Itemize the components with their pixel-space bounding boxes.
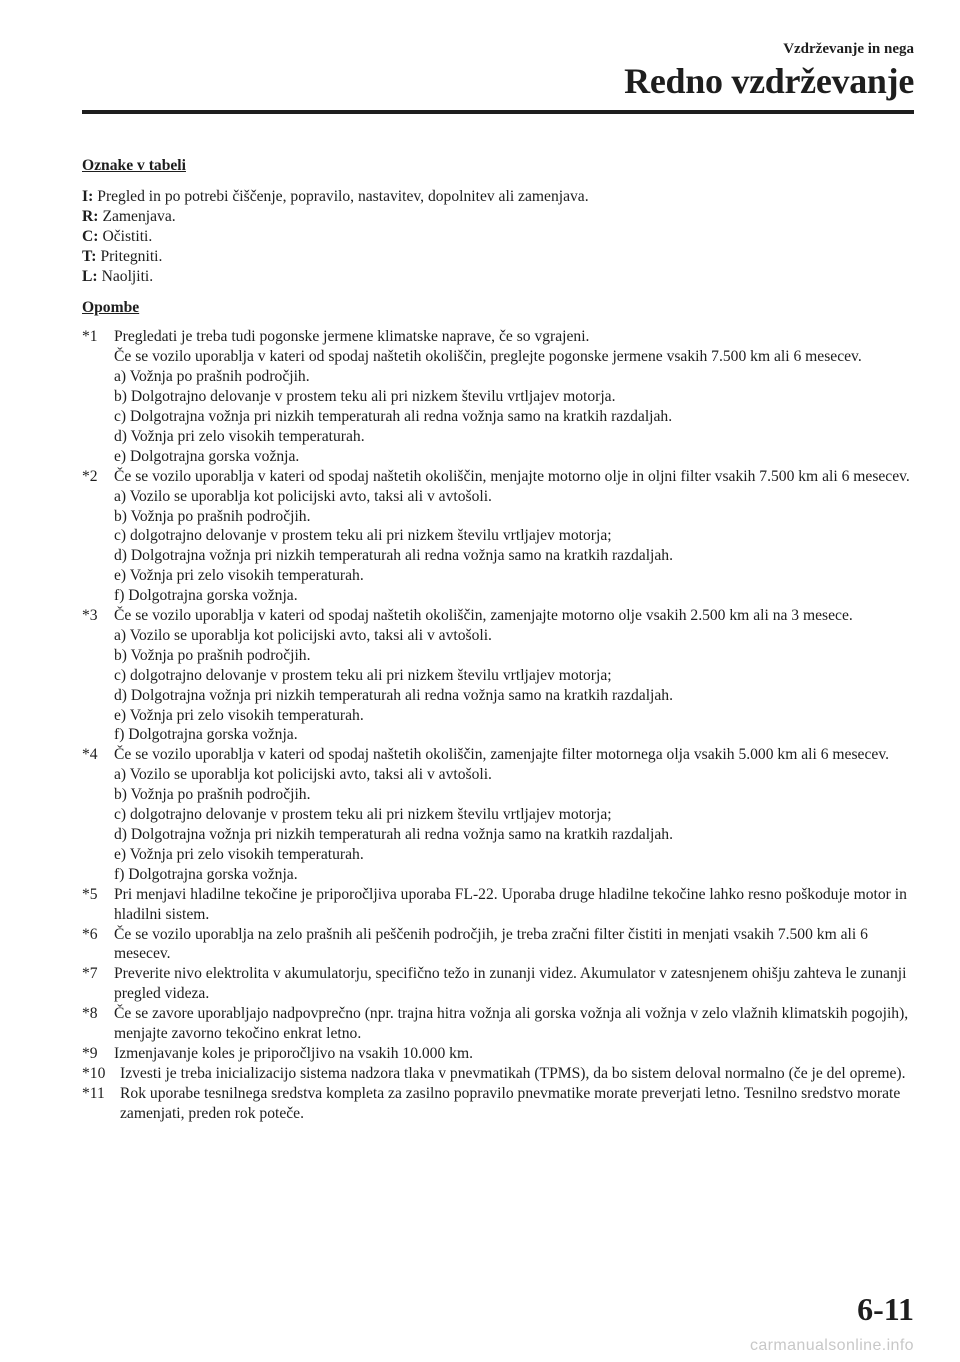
footnote-marker: *7 bbox=[82, 965, 98, 983]
footnote-sub-item: e) Vožnja pri zelo visokih temperaturah. bbox=[114, 706, 364, 724]
footnote-text: Če se zavore uporabljajo nadpovprečno (npr. trajna hitra vožnja ali gorska vožnja ali vožnja v zelo vlažnih klimatskih pogojih), menjajte zavorno tekočino enkrat letno. bbox=[114, 1005, 909, 1043]
footnote-sub-item: d) Dolgotrajna vožnja pri nizkih temperaturah ali redna vožnja samo na kratkih razdaljah. bbox=[114, 547, 673, 565]
legend-text: Pritegniti. bbox=[100, 247, 163, 265]
legend-text: Zamenjava. bbox=[102, 207, 176, 225]
page-content bbox=[82, 156, 914, 1124]
legend-item bbox=[82, 207, 914, 227]
footnote-text: Pri menjavi hladilne tekočine je priporočljiva uporaba FL-22. Uporaba druge hladilne tekočine lahko resno poškoduje motor in hladilni sistem. bbox=[114, 885, 907, 923]
footnote bbox=[82, 1064, 914, 1084]
footnote-marker: *2 bbox=[82, 467, 98, 485]
legend-code: T: bbox=[82, 247, 97, 265]
legend-text: Očistiti. bbox=[102, 227, 153, 245]
footnote-marker: *11 bbox=[82, 1084, 105, 1102]
footnote-sub-item: e) Vožnja pri zelo visokih temperaturah. bbox=[114, 845, 364, 863]
footnote-sub-item: c) dolgotrajno delovanje v prostem teku ali pri nizkem številu vrtljajev motorja; bbox=[114, 527, 612, 545]
legend-item bbox=[82, 267, 914, 287]
footnote-marker: *3 bbox=[82, 607, 98, 625]
legend-text: Naoljiti. bbox=[101, 267, 154, 285]
footnote-marker: *1 bbox=[82, 328, 98, 346]
footnote-sub-item: b) Vožnja po prašnih področjih. bbox=[114, 786, 311, 804]
footnote bbox=[82, 1044, 914, 1064]
page-number: 6-11 bbox=[857, 1291, 914, 1327]
footnote bbox=[82, 964, 914, 1004]
footnote-marker: *8 bbox=[82, 1005, 98, 1023]
notes-heading: Opombe bbox=[82, 299, 140, 317]
footnote-text: Izvesti je treba inicializacijo sistema nadzora tlaka v pnevmatikah (TPMS), da bo sistem deloval normalno (če je del opreme). bbox=[120, 1064, 906, 1082]
footnote-sub-item: a) Vožnja po prašnih področjih. bbox=[114, 368, 310, 386]
footnote-sub-item: b) Dolgotrajno delovanje v prostem teku ali pri nizkem številu vrtljajev motorja. bbox=[114, 388, 616, 406]
legend-heading: Oznake v tabeli bbox=[82, 157, 186, 174]
watermark: carmanualsonline.info bbox=[749, 1337, 914, 1354]
legend-text: Pregled in po potrebi čiščenje, popravilo, nastavitev, dopolnitev ali zamenjava. bbox=[97, 187, 589, 205]
footnote-sub-item: f) Dolgotrajna gorska vožnja. bbox=[114, 726, 298, 744]
footnote-sub-item: b) Vožnja po prašnih področjih. bbox=[114, 646, 311, 664]
footnote-sub-item: f) Dolgotrajna gorska vožnja. bbox=[114, 587, 298, 605]
footnote bbox=[82, 606, 914, 745]
footnote-sub-item: d) Dolgotrajna vožnja pri nizkih temperaturah ali redna vožnja samo na kratkih razdaljah. bbox=[114, 686, 673, 704]
footnote-sub-item: d) Dolgotrajna vožnja pri nizkih temperaturah ali redna vožnja samo na kratkih razdaljah. bbox=[114, 826, 673, 843]
legend-code: R: bbox=[82, 207, 99, 225]
footnote-marker: *5 bbox=[82, 885, 98, 903]
footnote-text: Preverite nivo elektrolita v akumulatorju, specifično težo in zunanji videz. Akumulator v zatesnjenem ohišju zahteva le zunanji pregled videza. bbox=[114, 965, 907, 1003]
footnote bbox=[82, 327, 914, 466]
footnote bbox=[82, 1004, 914, 1044]
legend-list bbox=[82, 187, 914, 287]
footnote-marker: *10 bbox=[82, 1064, 106, 1082]
footnote-sub-item: c) dolgotrajno delovanje v prostem teku ali pri nizkem številu vrtljajev motorja; bbox=[114, 806, 612, 824]
header-divider bbox=[82, 110, 914, 114]
footnote-sub-item: f) Dolgotrajna gorska vožnja. bbox=[114, 865, 298, 883]
footnote-sub-item: e) Vožnja pri zelo visokih temperaturah. bbox=[114, 567, 364, 585]
footnote-marker: *4 bbox=[82, 746, 98, 764]
footnote bbox=[82, 925, 914, 965]
footnote-text: Rok uporabe tesnilnega sredstva kompleta za zasilno popravilo pnevmatike morate preverjati letno. Tesnilno sredstvo morate zamenjati, preden rok poteče. bbox=[120, 1084, 901, 1122]
legend-code: L: bbox=[82, 267, 98, 285]
footnote-sub-item: a) Vozilo se uporablja kot policijski avto, taksi ali v avtošoli. bbox=[114, 766, 492, 784]
footnote-text: Pregledati je treba tudi pogonske jermene klimatske naprave, če so vgrajeni. bbox=[114, 328, 590, 346]
footnote-text: Če se vozilo uporablja v kateri od spodaj naštetih okoliščin, preglejte pogonske jermene vsakih 7.500 km ali 6 mesecev. bbox=[114, 348, 862, 366]
footnote-marker: *9 bbox=[82, 1044, 98, 1062]
footnote-sub-item: d) Vožnja pri zelo visokih temperaturah. bbox=[114, 427, 365, 445]
page-title: Redno vzdrževanje bbox=[624, 61, 914, 101]
legend-item bbox=[82, 227, 914, 247]
footnote-text: Če se vozilo uporablja v kateri od spodaj naštetih okoliščin, menjajte motorno olje in oljni filter vsakih 7.500 km ali 6 mesecev. bbox=[114, 467, 910, 485]
legend-item bbox=[82, 187, 914, 207]
legend-item bbox=[82, 247, 914, 267]
footnote-sub-item: a) Vozilo se uporablja kot policijski avto, taksi ali v avtošoli. bbox=[114, 626, 492, 644]
footnote-sub-item: c) Dolgotrajna vožnja pri nizkih temperaturah ali redna vožnja samo na kratkih razdaljah. bbox=[114, 407, 673, 425]
section-title: Vzdrževanje in nega bbox=[783, 41, 914, 57]
footnote-sub-item: a) Vozilo se uporablja kot policijski avto, taksi ali v avtošoli. bbox=[114, 487, 492, 505]
footnote bbox=[82, 885, 914, 925]
footnote bbox=[82, 467, 914, 606]
footnote-text: Če se vozilo uporablja v kateri od spodaj naštetih okoliščin, zamenjajte motorno olje vsakih 2.500 km ali na 3 mesece. bbox=[114, 607, 853, 625]
footnote bbox=[82, 745, 914, 884]
footnote-sub-item: c) dolgotrajno delovanje v prostem teku ali pri nizkem številu vrtljajev motorja; bbox=[114, 666, 612, 684]
footnote bbox=[82, 1084, 914, 1124]
legend-code: I: bbox=[82, 187, 94, 205]
footnote-sub-item: e) Dolgotrajna gorska vožnja. bbox=[114, 447, 300, 465]
footnote-marker: *6 bbox=[82, 925, 98, 943]
footnote-text: Izmenjavanje koles je priporočljivo na vsakih 10.000 km. bbox=[114, 1044, 473, 1062]
footnote-text: Če se vozilo uporablja v kateri od spodaj naštetih okoliščin, zamenjajte filter motornega olja vsakih 5.000 km ali 6 mesecev. bbox=[114, 746, 889, 764]
footnote-text: Če se vozilo uporablja na zelo prašnih ali peščenih področjih, je treba zračni filter čistiti in menjati vsakih 7.500 km ali 6 mesecev. bbox=[114, 925, 868, 963]
notes-list bbox=[82, 327, 914, 1123]
footnote-sub-item: b) Vožnja po prašnih področjih. bbox=[114, 507, 311, 525]
legend-code: C: bbox=[82, 227, 99, 245]
